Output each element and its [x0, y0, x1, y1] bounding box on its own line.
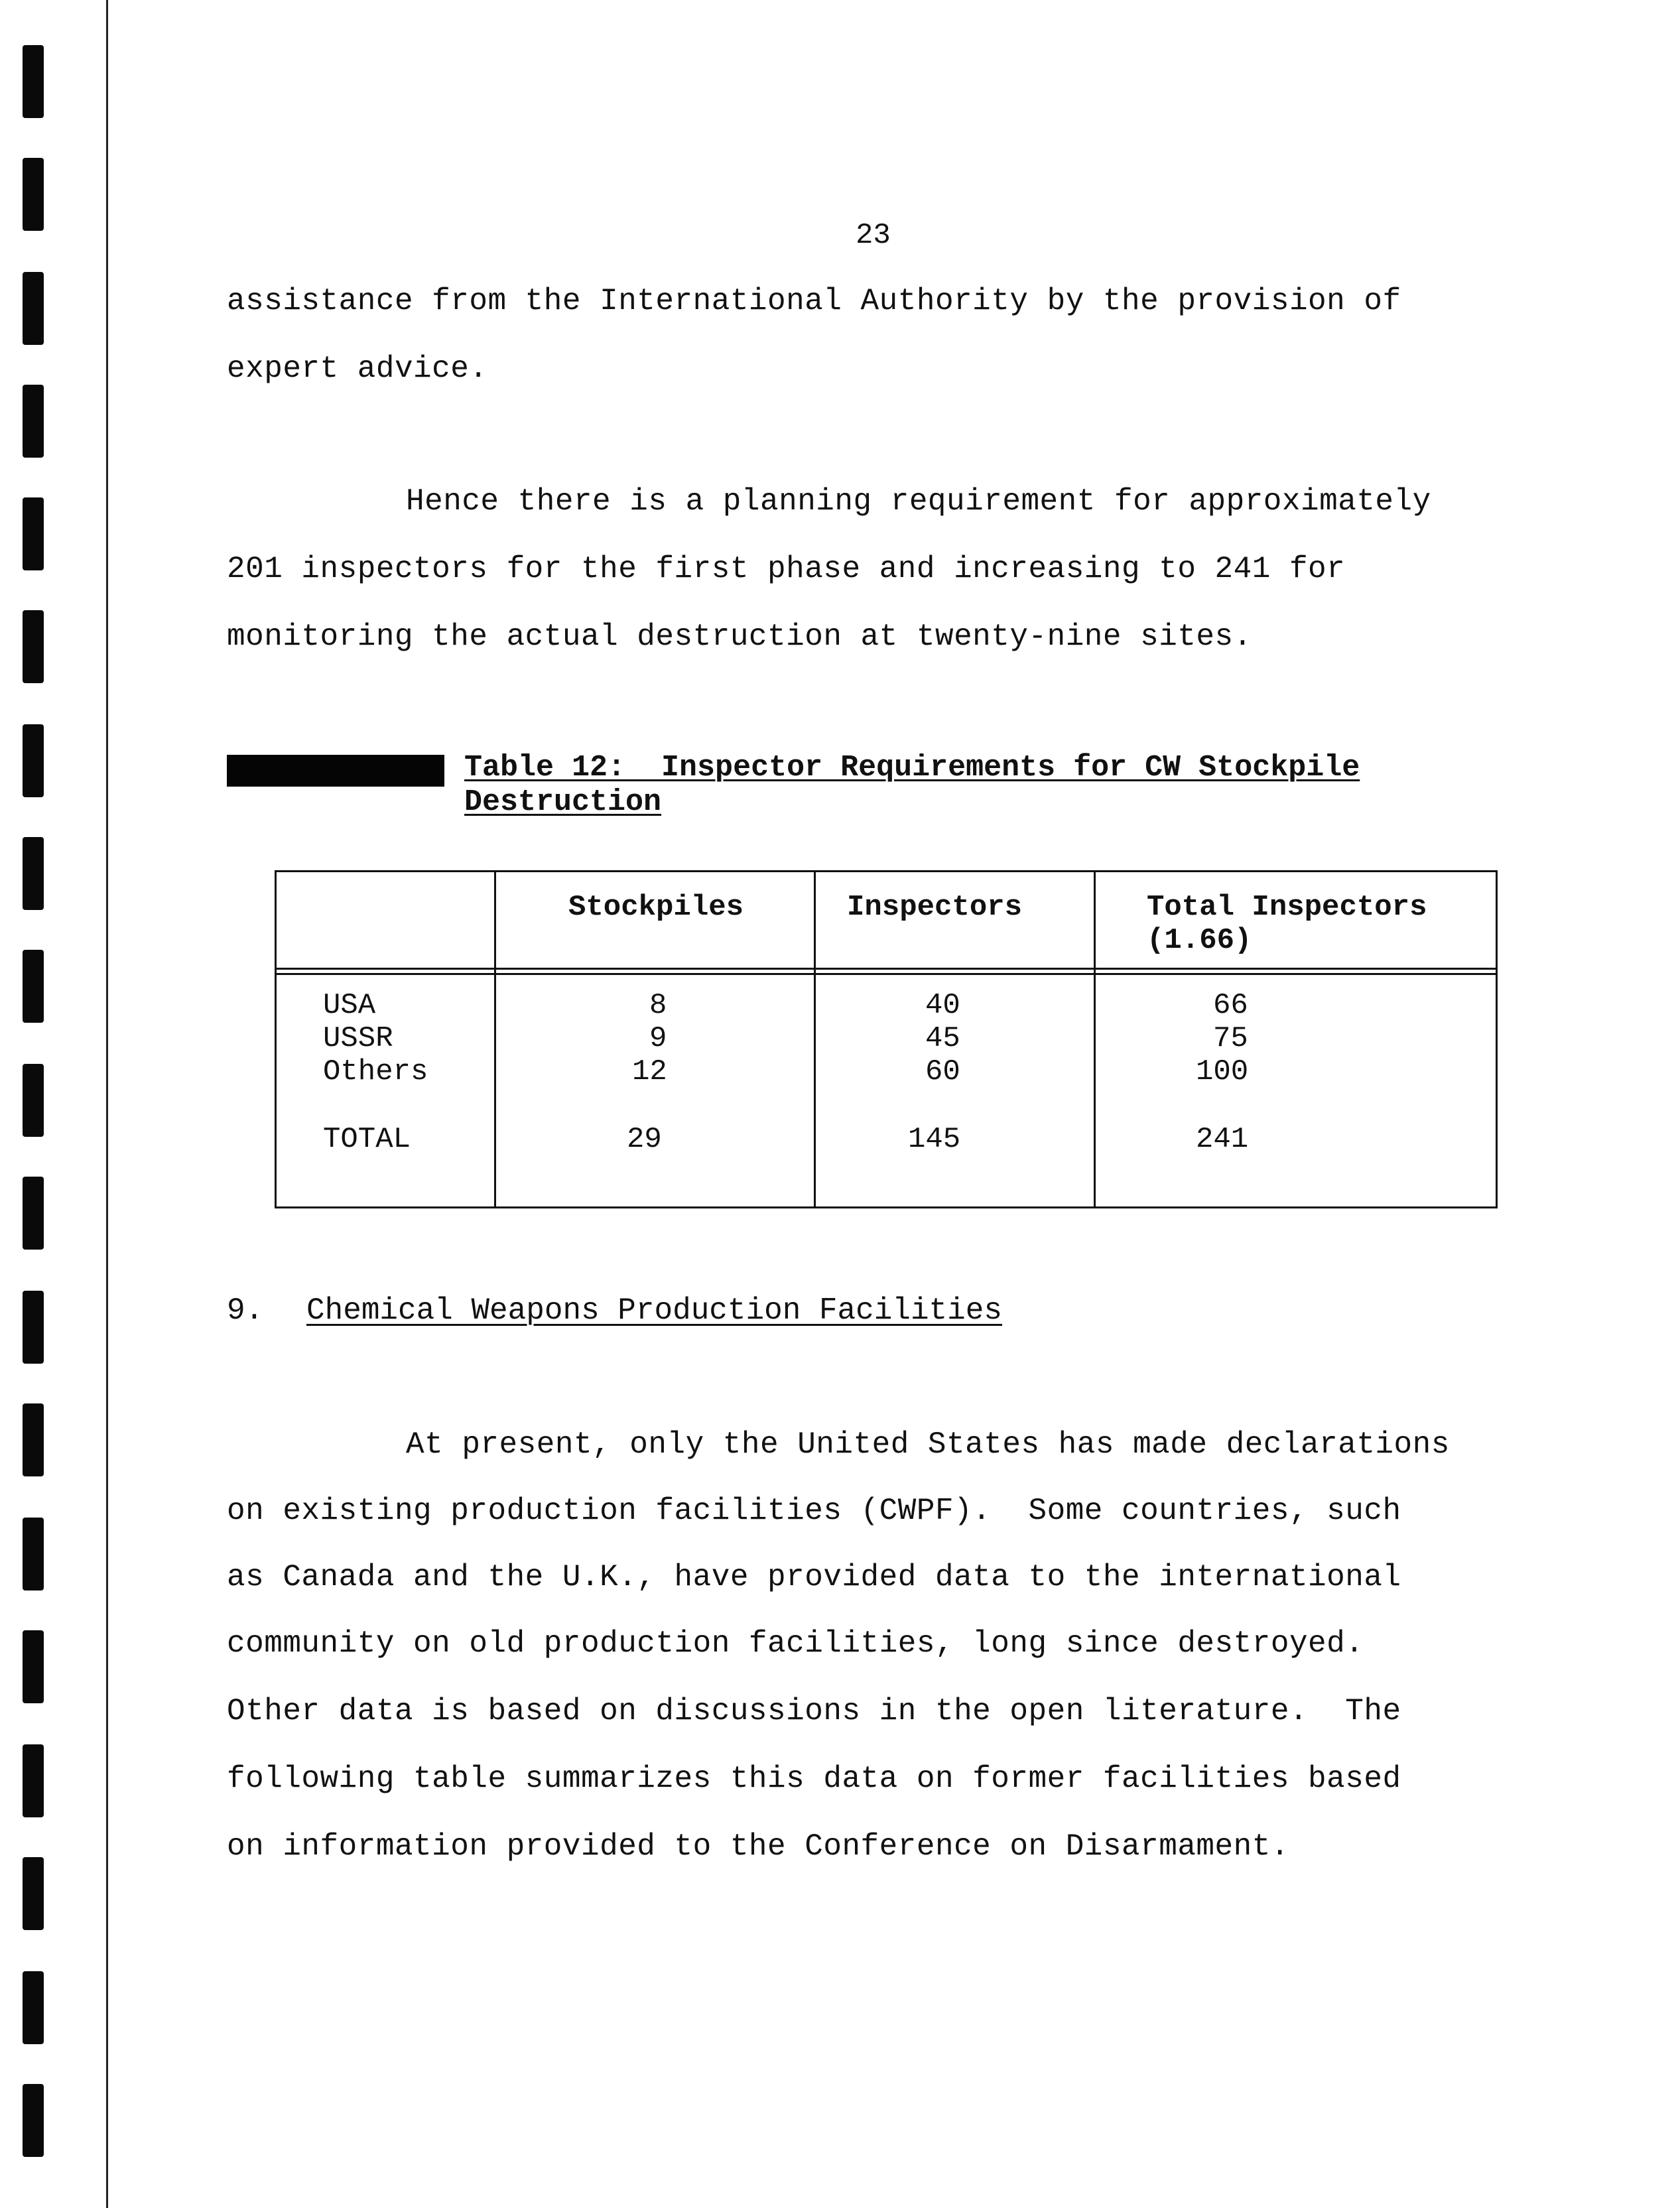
punch-mark — [23, 1518, 44, 1591]
table-caption-line2: Destruction — [464, 785, 662, 819]
cell-stockpiles: 8 — [649, 989, 667, 1022]
section-line: Other data is based on discussions in the open literature. The — [227, 1694, 1401, 1728]
cell-inspectors: 45 — [925, 1022, 960, 1055]
column-divider — [814, 872, 816, 1206]
page-number: 23 — [856, 219, 891, 252]
table-caption-line1: Table 12: Inspector Requirements for CW Stockpile — [464, 751, 1360, 785]
section-line: At present, only the United States has made declarations — [406, 1427, 1450, 1462]
planning-line: Hence there is a planning requirement for approximately — [406, 484, 1431, 519]
header-rule — [277, 968, 1496, 970]
header-stockpiles: Stockpiles — [568, 891, 744, 924]
binding-rule — [106, 0, 108, 2208]
section-line: following table summarizes this data on former facilities based — [227, 1762, 1401, 1796]
header-total-inspectors-label: Total Inspectors — [1147, 891, 1427, 924]
punch-mark — [23, 2084, 44, 2157]
table-caption — [464, 751, 1360, 820]
intro-line: assistance from the International Authority by the provision of — [227, 284, 1401, 318]
planning-line: monitoring the actual destruction at twenty-nine sites. — [227, 619, 1252, 654]
punch-mark — [23, 1064, 44, 1137]
column-divider — [1094, 872, 1096, 1206]
section-line: on existing production facilities (CWPF). Some countries, such — [227, 1494, 1401, 1528]
punch-mark — [23, 385, 44, 458]
cell-stockpiles: 12 — [632, 1055, 667, 1088]
intro-line: expert advice. — [227, 352, 488, 386]
punch-mark — [23, 45, 44, 118]
column-divider — [494, 872, 496, 1206]
header-inspectors: Inspectors — [847, 891, 1023, 924]
cell-total: 66 — [1213, 989, 1248, 1022]
section-line: on information provided to the Conference on Disarmament. — [227, 1829, 1289, 1864]
header-rule — [277, 973, 1496, 975]
row-label-total: TOTAL — [323, 1123, 411, 1156]
punch-mark — [23, 1857, 44, 1930]
header-total-inspectors — [1147, 891, 1427, 957]
punch-mark — [23, 1291, 44, 1364]
punch-mark — [23, 272, 44, 345]
cell-stockpiles-total: 29 — [627, 1123, 662, 1156]
cell-inspectors-total: 145 — [908, 1123, 961, 1156]
cell-total-total: 241 — [1196, 1123, 1249, 1156]
cell-stockpiles: 9 — [649, 1022, 667, 1055]
punch-mark — [23, 724, 44, 797]
section-title: Chemical Weapons Production Facilities — [306, 1293, 1002, 1328]
punch-mark — [23, 1403, 44, 1476]
punch-mark — [23, 1177, 44, 1250]
cell-total: 100 — [1196, 1055, 1249, 1088]
row-label: USA — [323, 989, 376, 1022]
section-number: 9. — [227, 1293, 264, 1328]
punch-mark — [23, 837, 44, 910]
row-label: Others — [323, 1055, 428, 1088]
section-line: as Canada and the U.K., have provided data to the international — [227, 1560, 1401, 1594]
inspector-table — [275, 870, 1498, 1208]
cell-inspectors: 60 — [925, 1055, 960, 1088]
header-total-inspectors-factor: (1.66) — [1147, 924, 1252, 957]
redaction-block — [227, 755, 444, 787]
punch-mark — [23, 158, 44, 231]
punch-mark — [23, 1630, 44, 1703]
planning-line: 201 inspectors for the first phase and increasing to 241 for — [227, 552, 1346, 586]
row-label: USSR — [323, 1022, 393, 1055]
section-line: community on old production facilities, long since destroyed. — [227, 1626, 1364, 1661]
punch-mark — [23, 1971, 44, 2044]
punch-mark — [23, 950, 44, 1023]
punch-mark — [23, 497, 44, 570]
punch-mark — [23, 1744, 44, 1817]
cell-inspectors: 40 — [925, 989, 960, 1022]
punch-mark — [23, 610, 44, 683]
cell-total: 75 — [1213, 1022, 1248, 1055]
